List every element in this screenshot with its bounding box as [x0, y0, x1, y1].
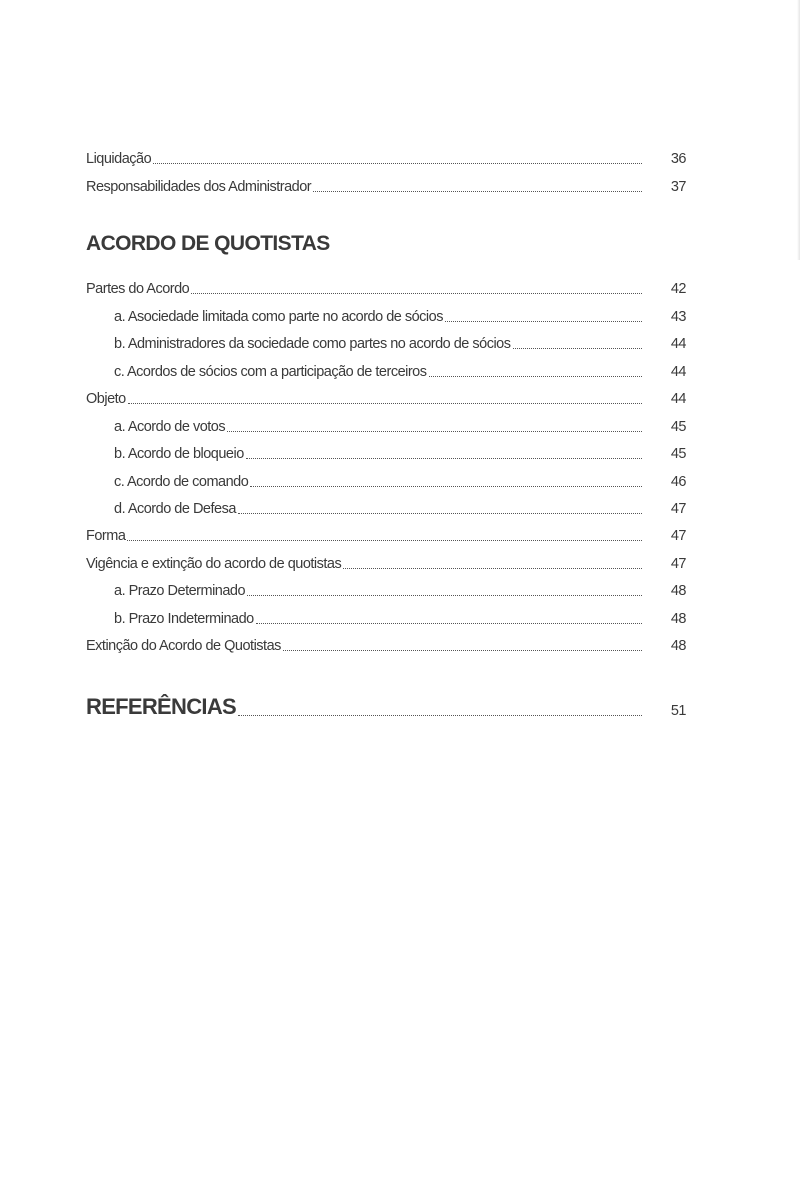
toc-entry-page: 43 [670, 309, 686, 325]
toc-entry-label: Liquidação [86, 151, 152, 167]
toc-entry-page: 47 [670, 528, 686, 544]
dot-leader [513, 348, 643, 349]
toc-entry[interactable] [86, 631, 686, 655]
toc-entry-label: Vigência e extinção do acordo de quotistas [86, 556, 342, 572]
toc-entry-page: 44 [670, 391, 686, 407]
toc-entry-page: 44 [670, 336, 686, 352]
dot-leader [238, 513, 642, 514]
toc-subentry[interactable] [86, 412, 686, 436]
toc-entry-page: 48 [670, 638, 686, 654]
toc-entry-label: a. Asociedade limitada como parte no acordo de sócios [114, 309, 443, 325]
dot-leader [343, 568, 642, 569]
toc-entry-label: Forma [86, 528, 126, 544]
dot-leader [246, 458, 642, 459]
toc-entry-label: a. Prazo Determinado [114, 583, 246, 599]
toc-entry-label: c. Acordo de comando [114, 474, 249, 490]
dot-leader [445, 321, 642, 322]
toc-entry-page: 47 [670, 556, 686, 572]
dot-leader [191, 293, 642, 294]
dot-leader [128, 403, 642, 404]
toc-entry[interactable] [86, 549, 686, 573]
toc-entry-responsabilidades[interactable] [86, 172, 686, 196]
toc-entry-label: a. Acordo de votos [114, 419, 226, 435]
toc-subentry[interactable] [86, 329, 686, 353]
toc-entry-liquidacao[interactable] [86, 144, 686, 168]
toc-entry-label: Extinção do Acordo de Quotistas [86, 638, 281, 654]
toc-entry[interactable] [86, 274, 686, 298]
toc-entry-label: c. Acordos de sócios com a participação de terceiros [114, 364, 427, 380]
dot-leader [250, 486, 642, 487]
dot-leader [283, 650, 642, 651]
toc-subentry[interactable] [86, 576, 686, 600]
toc-entry-page: 42 [670, 281, 686, 297]
toc-subentry[interactable] [86, 604, 686, 628]
toc-subentry[interactable] [86, 494, 686, 518]
toc-entry[interactable] [86, 384, 686, 408]
toc-entry-label: Responsabilidades dos Administrador [86, 179, 312, 195]
references-page: 51 [670, 703, 686, 719]
toc-entry-label: b. Administradores da sociedade como partes no acordo de sócios [114, 336, 511, 352]
toc-subentry[interactable] [86, 302, 686, 326]
toc-subentry[interactable] [86, 439, 686, 463]
toc-entry-label: Partes do Acordo [86, 281, 190, 297]
toc-entry-page: 36 [670, 151, 686, 167]
toc-entry-page: 48 [670, 611, 686, 627]
toc-entry-label: Objeto [86, 391, 126, 407]
toc-entry-page: 44 [670, 364, 686, 380]
toc-entry-page: 45 [670, 446, 686, 462]
toc-entry-page: 45 [670, 419, 686, 435]
toc-entry[interactable] [86, 521, 686, 545]
toc-subentry[interactable] [86, 357, 686, 381]
toc-entry-page: 48 [670, 583, 686, 599]
toc-entry-label: b. Prazo Indeterminado [114, 611, 254, 627]
toc-entry-label: d. Acordo de Defesa [114, 501, 236, 517]
dot-leader [238, 715, 642, 716]
section-heading: ACORDO DE QUOTISTAS [86, 232, 330, 255]
toc-subentry[interactable] [86, 467, 686, 491]
toc-entry-page: 47 [670, 501, 686, 517]
dot-leader [153, 163, 642, 164]
dot-leader [247, 595, 642, 596]
dot-leader [256, 623, 642, 624]
toc-entry-references[interactable] [86, 688, 686, 720]
dot-leader [313, 191, 642, 192]
dot-leader [429, 376, 643, 377]
dot-leader [227, 431, 642, 432]
toc-entry-page: 37 [670, 179, 686, 195]
toc-entry-label: b. Acordo de bloqueio [114, 446, 244, 462]
references-label: REFERÊNCIAS [86, 694, 236, 719]
dot-leader [127, 540, 642, 541]
toc-entry-page: 46 [670, 474, 686, 490]
